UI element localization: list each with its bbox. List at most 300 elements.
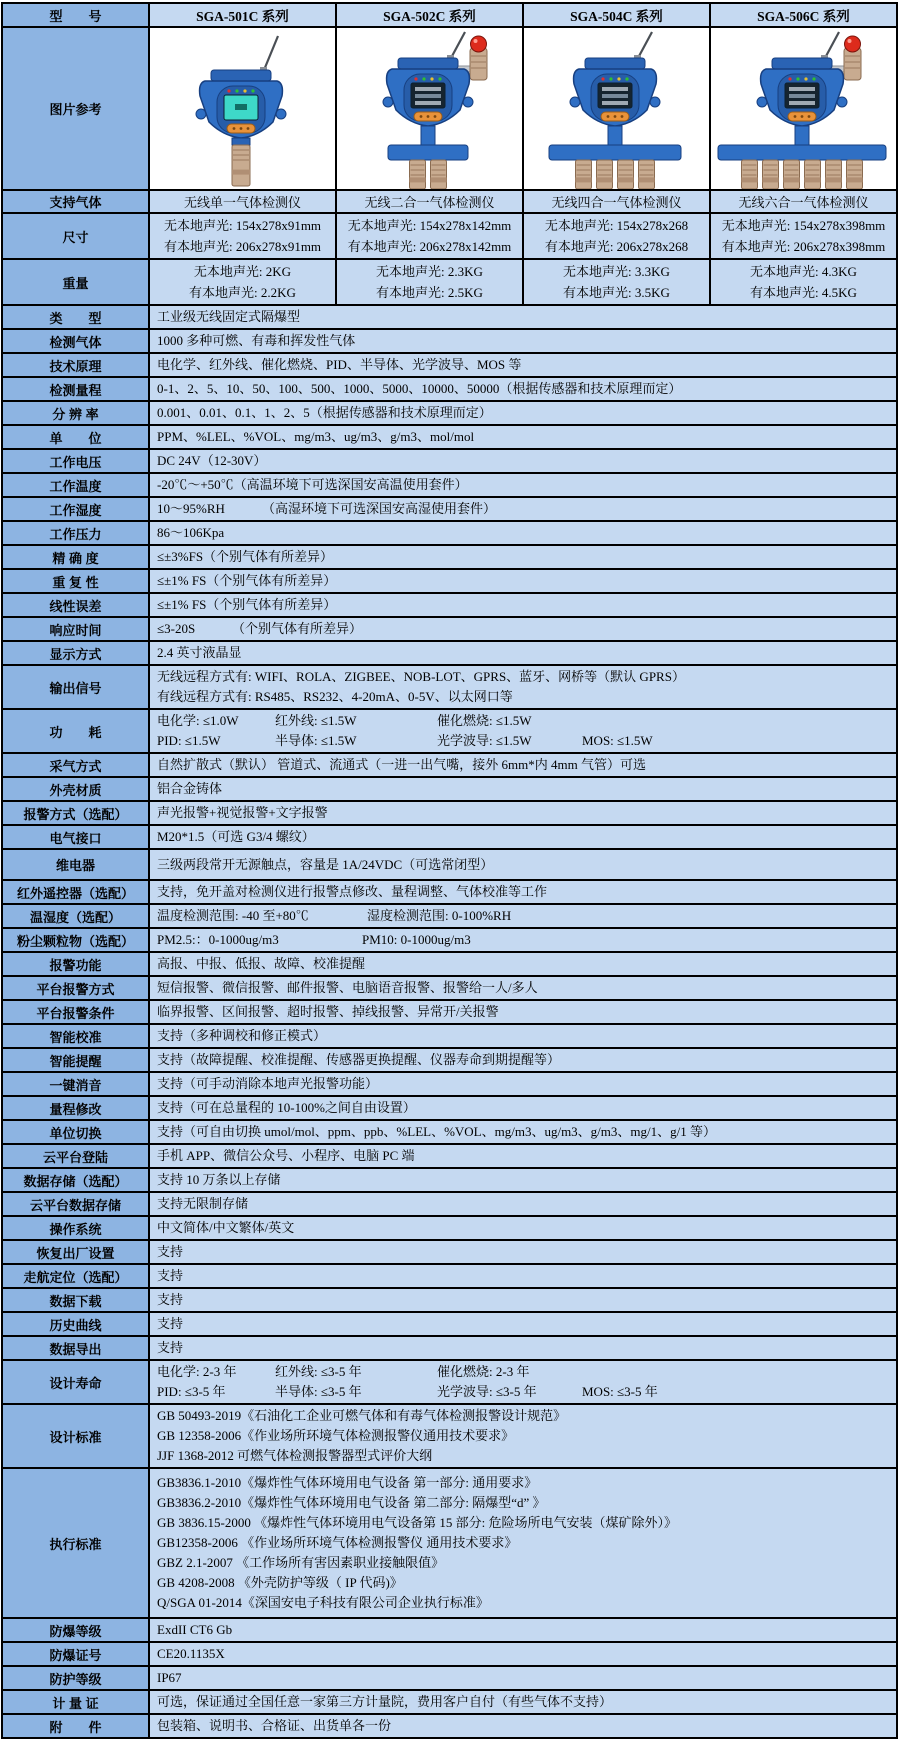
spec-line: [526, 215, 707, 236]
spec-row: [2, 1312, 897, 1336]
spec-line: [157, 1002, 891, 1022]
spec-value: [149, 928, 897, 952]
spec-value: [149, 593, 897, 617]
spec-value: [149, 1072, 897, 1096]
spec-line: [526, 261, 707, 282]
spec-text: ≤3-20S: [157, 621, 196, 636]
spec-row: [2, 1192, 897, 1216]
spec-line: [152, 236, 333, 257]
spec-text: 支持: [157, 1340, 184, 1355]
spec-text: 无本地声光: 2KG: [193, 264, 292, 279]
spec-text: 支持无限制存储: [157, 1196, 249, 1211]
spec-line: [157, 1716, 891, 1736]
spec-text: 无本地声光: 154x278x268: [544, 218, 689, 233]
spec-line: [713, 261, 894, 282]
spec-line: [157, 355, 891, 375]
model-header: SGA-502C 系列: [336, 3, 523, 27]
spec-text: 支持: [157, 1316, 184, 1331]
spec-value: [149, 1168, 897, 1192]
spec-text: 支持（可自由切换 umol/mol、ppm、ppb、%LEL、%VOL、mg/m3、ug/m3、g/m3、mg/1、g/1 等）: [157, 1124, 716, 1139]
spec-text: 有本地声光: 2.2KG: [189, 285, 296, 300]
row-label: 报警功能: [2, 952, 149, 976]
row-label: 检测气体: [2, 329, 149, 353]
spec-text: CE20.1135X: [157, 1646, 225, 1661]
spec-line: [157, 1493, 891, 1513]
spec-text: 无本地声光: 154x278x398mm: [721, 218, 886, 233]
row-label: 智能提醒: [2, 1048, 149, 1072]
spec-line: [157, 1573, 891, 1593]
spec-value: [149, 377, 897, 401]
spec-line: [157, 755, 891, 775]
spec-value: [710, 213, 897, 259]
spec-value: [149, 449, 897, 473]
spec-row: [2, 1714, 897, 1738]
spec-text: （高湿环境下可选深国安高湿使用套件）: [262, 501, 497, 516]
spec-line: [157, 711, 891, 731]
spec-row: [2, 425, 897, 449]
spec-text: PID: ≤3-5 年: [157, 1384, 226, 1399]
spec-text: 催化燃烧: 2-3 年: [437, 1364, 530, 1379]
spec-line: [157, 906, 891, 926]
spec-text: GBZ 2.1-2007 《工作场所有害因素职业接触限值》: [157, 1555, 445, 1570]
spec-row: [2, 641, 897, 665]
row-label: 单位切换: [2, 1120, 149, 1144]
spec-text: 支持: [157, 1292, 184, 1307]
spec-row: [2, 976, 897, 1000]
model-column-label: 型 号: [2, 3, 149, 27]
spec-row: [2, 1468, 897, 1618]
spec-row: [2, 1360, 897, 1404]
spec-row: [2, 1000, 897, 1024]
row-label: 线性误差: [2, 593, 149, 617]
spec-row: [2, 1168, 897, 1192]
spec-row: [2, 801, 897, 825]
spec-text: 有本地声光: 206x278x268: [544, 239, 689, 254]
row-label: 数据导出: [2, 1336, 149, 1360]
spec-table-body: [2, 3, 897, 1738]
spec-text: GB 50493-2019《石油化工企业可燃气体和有毒气体检测报警设计规范》: [157, 1408, 567, 1423]
spec-row: [2, 665, 897, 709]
spec-line: [157, 1122, 891, 1142]
spec-text: 电化学: ≤1.0W: [157, 713, 239, 728]
spec-text: 有本地声光: 206x278x398mm: [721, 239, 886, 254]
spec-value: [149, 665, 897, 709]
product-image: [710, 27, 897, 190]
spec-line: [157, 571, 891, 591]
spec-text: 无本地声光: 154x278x142mm: [347, 218, 512, 233]
spec-line: [157, 731, 891, 751]
spec-value: [149, 1240, 897, 1264]
spec-line: [713, 236, 894, 257]
spec-value: [149, 1288, 897, 1312]
spec-line: [157, 1026, 891, 1046]
spec-line: [713, 215, 894, 236]
spec-text: GB 4208-2008 《外壳防护等级（ IP 代码)》: [157, 1575, 403, 1590]
row-label: 工作电压: [2, 449, 149, 473]
spec-line: [157, 1338, 891, 1358]
gas-detector-illustration: [151, 28, 335, 189]
product-image: [149, 27, 336, 190]
weight-row: [2, 259, 897, 305]
spec-value: [149, 1404, 897, 1468]
row-label: 防爆证号: [2, 1642, 149, 1666]
spec-text: MOS: ≤3-5 年: [582, 1384, 658, 1399]
spec-value: [149, 1312, 897, 1336]
spec-row: [2, 1120, 897, 1144]
spec-line: [157, 1513, 891, 1533]
spec-value: 无线单一气体检测仪: [149, 190, 336, 213]
spec-line: [157, 1692, 891, 1712]
spec-line: [157, 1426, 891, 1446]
spec-text: GB3836.2-2010《爆炸性气体环境用电气设备 第二部分: 隔爆型“d” 》: [157, 1495, 546, 1510]
spec-text: 无线远程方式有: WIFI、ROLA、ZIGBEE、NOB-LOT、GPRS、蓝牙、网桥等（默认 GPRS）: [157, 669, 685, 684]
spec-text: 有本地声光: 3.5KG: [563, 285, 670, 300]
gas-detector-illustration: [338, 28, 522, 189]
spec-text: DC 24V（12-30V）: [157, 453, 267, 468]
spec-value: 无线六合一气体检测仪: [710, 190, 897, 213]
spec-text: -20℃～+50℃（高温环境下可选深国安高温使用套件）: [157, 477, 468, 492]
spec-row: [2, 777, 897, 801]
spec-text: 支持: [157, 1268, 184, 1283]
spec-value: [149, 1264, 897, 1288]
spec-line: [157, 547, 891, 567]
spec-text: 电化学、红外线、催化燃烧、PID、半导体、光学波导、MOS 等: [157, 357, 522, 372]
spec-text: 10～95%RH: [157, 501, 225, 516]
spec-text: 临界报警、区间报警、超时报警、掉线报警、异常开/关报警: [157, 1004, 499, 1019]
spec-value: [149, 753, 897, 777]
model-header: SGA-504C 系列: [523, 3, 710, 27]
row-label: 一键消音: [2, 1072, 149, 1096]
spec-line: [713, 282, 894, 303]
spec-value: [149, 213, 336, 259]
spec-text: IP67: [157, 1670, 182, 1685]
spec-line: [157, 595, 891, 615]
row-label: 精 确 度: [2, 545, 149, 569]
spec-text: 工业级无线固定式隔爆型: [157, 309, 301, 324]
spec-value: [149, 1096, 897, 1120]
row-label: 历史曲线: [2, 1312, 149, 1336]
spec-text: 有本地声光: 4.5KG: [750, 285, 857, 300]
spec-line: [157, 667, 891, 687]
spec-row: [2, 617, 897, 641]
spec-value: [149, 849, 897, 880]
row-label: 维电器: [2, 849, 149, 880]
row-label: 工作湿度: [2, 497, 149, 521]
spec-row: [2, 1144, 897, 1168]
spec-row: [2, 1336, 897, 1360]
row-label: 云平台数据存储: [2, 1192, 149, 1216]
spec-value: [149, 801, 897, 825]
spec-line: [157, 1194, 891, 1214]
spec-line: [339, 282, 520, 303]
spec-value: [149, 1714, 897, 1738]
spec-row: [2, 377, 897, 401]
spec-text: 支持: [157, 1244, 184, 1259]
spec-line: [157, 1473, 891, 1493]
spec-text: ≤±1% FS（个别气体有所差异）: [157, 573, 337, 588]
spec-row: [2, 329, 897, 353]
row-label: 采气方式: [2, 753, 149, 777]
spec-line: [157, 1290, 891, 1310]
spec-row: [2, 928, 897, 952]
spec-text: GB 3836.15-2000 《爆炸性气体环境用电气设备第 15 部分: 危险场所电气安装（煤矿除外）》: [157, 1515, 678, 1530]
spec-line: [526, 236, 707, 257]
spec-text: ≤±1% FS（个别气体有所差异）: [157, 597, 337, 612]
row-label: 电气接口: [2, 825, 149, 849]
spec-text: 三级两段常开无源触点，容量是 1A/24VDC（可选常闭型）: [157, 856, 494, 872]
spec-text: PPM、%LEL、%VOL、mg/m3、ug/m3、g/m3、mol/mol: [157, 429, 475, 444]
spec-value: [149, 305, 897, 329]
spec-row: [2, 545, 897, 569]
spec-text: 无本地声光: 3.3KG: [563, 264, 670, 279]
row-label: 类 型: [2, 305, 149, 329]
spec-line: [157, 1314, 891, 1334]
spec-row: [2, 1288, 897, 1312]
spec-row: [2, 1404, 897, 1468]
row-label: 数据存储（选配）: [2, 1168, 149, 1192]
spec-line: [157, 827, 891, 847]
spec-line: [157, 403, 891, 423]
spec-line: [157, 1593, 891, 1613]
spec-value: [149, 880, 897, 904]
row-label: 平台报警方式: [2, 976, 149, 1000]
row-label: 单 位: [2, 425, 149, 449]
spec-line: [157, 1446, 891, 1466]
spec-row: [2, 569, 897, 593]
row-label: 尺寸: [2, 213, 149, 259]
spec-row: [2, 1642, 897, 1666]
gas-detector-illustration: [525, 28, 709, 189]
row-label: 计 量 证: [2, 1690, 149, 1714]
spec-line: [339, 261, 520, 282]
row-label: 设计标准: [2, 1404, 149, 1468]
row-label: 平台报警条件: [2, 1000, 149, 1024]
spec-row: [2, 1048, 897, 1072]
row-label: 工作压力: [2, 521, 149, 545]
spec-text: JJF 1368-2012 可燃气体检测报警器型式评价大纲: [157, 1448, 433, 1463]
model-header-row: [2, 3, 897, 27]
spec-line: [157, 1218, 891, 1238]
spec-value: [149, 1642, 897, 1666]
spec-text: 支持，免开盖对检测仪进行报警点修改、量程调整、气体校准等工作: [157, 884, 548, 899]
spec-line: [157, 307, 891, 327]
spec-text: 支持（故障提醒、校准提醒、传感器更换提醒、仪器寿命到期提醒等）: [157, 1052, 561, 1067]
spec-text: 支持 10 万条以上存储: [157, 1172, 281, 1187]
row-label: 显示方式: [2, 641, 149, 665]
spec-line: [157, 1242, 891, 1262]
spec-value: [336, 259, 523, 305]
spec-value: [149, 709, 897, 753]
spec-row: [2, 1072, 897, 1096]
spec-value: [149, 777, 897, 801]
size-row: [2, 213, 897, 259]
row-label: 支持气体: [2, 190, 149, 213]
spec-text: 包装箱、说明书、合格证、出货单各一份: [157, 1718, 392, 1733]
spec-text: 短信报警、微信报警、邮件报警、电脑语音报警、报警给一人/多人: [157, 980, 538, 995]
spec-text: 2.4 英寸液晶显: [157, 645, 242, 660]
spec-row: [2, 849, 897, 880]
spec-line: [157, 803, 891, 823]
spec-line: [157, 978, 891, 998]
spec-line: [157, 1533, 891, 1553]
spec-value: [149, 569, 897, 593]
spec-line: [157, 643, 891, 663]
spec-text: 可选，保证通过全国任意一家第三方计量院，费用客户自付（有些气体不支持）: [157, 1694, 613, 1709]
spec-value: [149, 1000, 897, 1024]
spec-text: GB 12358-2006《作业场所环境气体检测报警仪通用技术要求》: [157, 1428, 515, 1443]
spec-row: [2, 1618, 897, 1642]
row-label: 温湿度（选配）: [2, 904, 149, 928]
spec-value: [523, 259, 710, 305]
spec-text: 1000 多种可燃、有毒和挥发性气体: [157, 333, 356, 348]
spec-value: [710, 259, 897, 305]
spec-value: [149, 1216, 897, 1240]
row-label: 分 辨 率: [2, 401, 149, 425]
spec-line: [157, 1266, 891, 1286]
row-label: 防爆等级: [2, 1618, 149, 1642]
spec-row: [2, 401, 897, 425]
spec-text: 手机 APP、微信公众号、小程序、电脑 PC 端: [157, 1148, 415, 1163]
spec-value: [149, 473, 897, 497]
spec-row: [2, 753, 897, 777]
spec-value: [149, 976, 897, 1000]
spec-text: GB3836.1-2010《爆炸性气体环境用电气设备 第一部分: 通用要求》: [157, 1475, 538, 1490]
row-label: 防护等级: [2, 1666, 149, 1690]
row-label: 响应时间: [2, 617, 149, 641]
spec-text: 红外线: ≤3-5 年: [275, 1364, 362, 1379]
spec-line: [339, 215, 520, 236]
spec-line: [157, 930, 891, 950]
product-spec-table: [1, 2, 898, 1739]
spec-text: 有本地声光: 206x278x142mm: [347, 239, 512, 254]
row-label: 工作温度: [2, 473, 149, 497]
spec-row: [2, 709, 897, 753]
spec-text: 86～106Kpa: [157, 525, 225, 540]
spec-line: [157, 779, 891, 799]
product-image: [523, 27, 710, 190]
spec-line: [157, 1553, 891, 1573]
spec-line: [157, 1170, 891, 1190]
spec-line: [157, 1146, 891, 1166]
spec-text: 有本地声光: 2.5KG: [376, 285, 483, 300]
row-label: 恢复出厂设置: [2, 1240, 149, 1264]
spec-value: [149, 1120, 897, 1144]
spec-line: [157, 954, 891, 974]
spec-row: [2, 904, 897, 928]
row-label: 检测量程: [2, 377, 149, 401]
image-row: [2, 27, 897, 190]
spec-text: 自然扩散式（默认） 管道式、流通式（一进一出气嘴，接外 6mm*内 4mm 气管）可选: [157, 757, 646, 772]
spec-value: [149, 259, 336, 305]
spec-text: M20*1.5（可选 G3/4 螺纹）: [157, 829, 315, 844]
spec-line: [157, 619, 891, 639]
spec-value: [149, 1048, 897, 1072]
spec-line: [157, 1382, 891, 1402]
spec-text: PM2.5:：0-1000ug/m3: [157, 932, 279, 947]
spec-line: [157, 1406, 891, 1426]
spec-row: [2, 825, 897, 849]
spec-value: [149, 1336, 897, 1360]
spec-row: [2, 1024, 897, 1048]
spec-value: [149, 952, 897, 976]
row-label: 设计寿命: [2, 1360, 149, 1404]
spec-value: [149, 641, 897, 665]
spec-row: [2, 952, 897, 976]
spec-value: 无线四合一气体检测仪: [523, 190, 710, 213]
spec-text: MOS: ≤1.5W: [582, 733, 653, 748]
spec-line: [157, 1098, 891, 1118]
spec-text: Q/SGA 01-2014《深国安电子科技有限公司企业执行标准》: [157, 1595, 489, 1610]
spec-value: [149, 545, 897, 569]
spec-row: [2, 880, 897, 904]
row-label: 数据下载: [2, 1288, 149, 1312]
spec-text: 湿度检测范围: 0-100%RH: [367, 908, 512, 923]
spec-line: [157, 523, 891, 543]
spec-value: [149, 353, 897, 377]
support-gas-row: [2, 190, 897, 213]
spec-text: 支持（可在总量程的 10-100%之间自由设置）: [157, 1100, 416, 1115]
spec-value: [149, 1144, 897, 1168]
product-image: [336, 27, 523, 190]
model-header: SGA-506C 系列: [710, 3, 897, 27]
spec-row: [2, 449, 897, 473]
spec-line: [339, 236, 520, 257]
spec-text: 电化学: 2-3 年: [157, 1364, 237, 1379]
spec-line: [157, 499, 891, 519]
row-label: 云平台登陆: [2, 1144, 149, 1168]
spec-text: 半导体: ≤1.5W: [275, 733, 357, 748]
spec-text: 光学波导: ≤1.5W: [437, 733, 532, 748]
spec-row: [2, 1690, 897, 1714]
spec-line: [157, 1644, 891, 1664]
spec-text: 温度检测范围: -40 至+80℃: [157, 908, 309, 923]
spec-value: [149, 1666, 897, 1690]
spec-row: [2, 593, 897, 617]
spec-line: [157, 427, 891, 447]
spec-value: [149, 425, 897, 449]
spec-text: （个别气体有所差异）: [232, 621, 363, 636]
spec-value: [149, 825, 897, 849]
spec-row: [2, 305, 897, 329]
spec-text: ExdII CT6 Gb: [157, 1622, 233, 1637]
spec-value: [149, 1192, 897, 1216]
spec-row: [2, 1096, 897, 1120]
spec-line: [526, 282, 707, 303]
spec-row: [2, 521, 897, 545]
spec-value: [149, 497, 897, 521]
spec-line: [157, 882, 891, 902]
spec-row: [2, 1216, 897, 1240]
spec-row: [2, 1666, 897, 1690]
spec-text: GB12358-2006 《作业场所环境气体检测报警仪 通用技术要求》: [157, 1535, 518, 1550]
spec-text: 高报、中报、低报、故障、校准提醒: [157, 956, 366, 971]
spec-line: [157, 1074, 891, 1094]
gas-detector-illustration: [712, 28, 896, 189]
spec-text: ≤±3%FS（个别气体有所差异）: [157, 549, 334, 564]
spec-text: 中文简体/中文繁体/英文: [157, 1220, 295, 1235]
spec-text: 支持（可手动消除本地声光报警功能）: [157, 1076, 379, 1091]
row-label: 量程修改: [2, 1096, 149, 1120]
row-label: 执行标准: [2, 1468, 149, 1618]
spec-value: [149, 521, 897, 545]
spec-row: [2, 473, 897, 497]
spec-text: 无本地声光: 4.3KG: [750, 264, 857, 279]
spec-value: [149, 1468, 897, 1618]
spec-text: 0.001、0.01、0.1、1、2、5（根据传感器和技术原理而定）: [157, 405, 492, 420]
spec-line: [157, 1362, 891, 1382]
spec-value: [149, 329, 897, 353]
row-label: 附 件: [2, 1714, 149, 1738]
